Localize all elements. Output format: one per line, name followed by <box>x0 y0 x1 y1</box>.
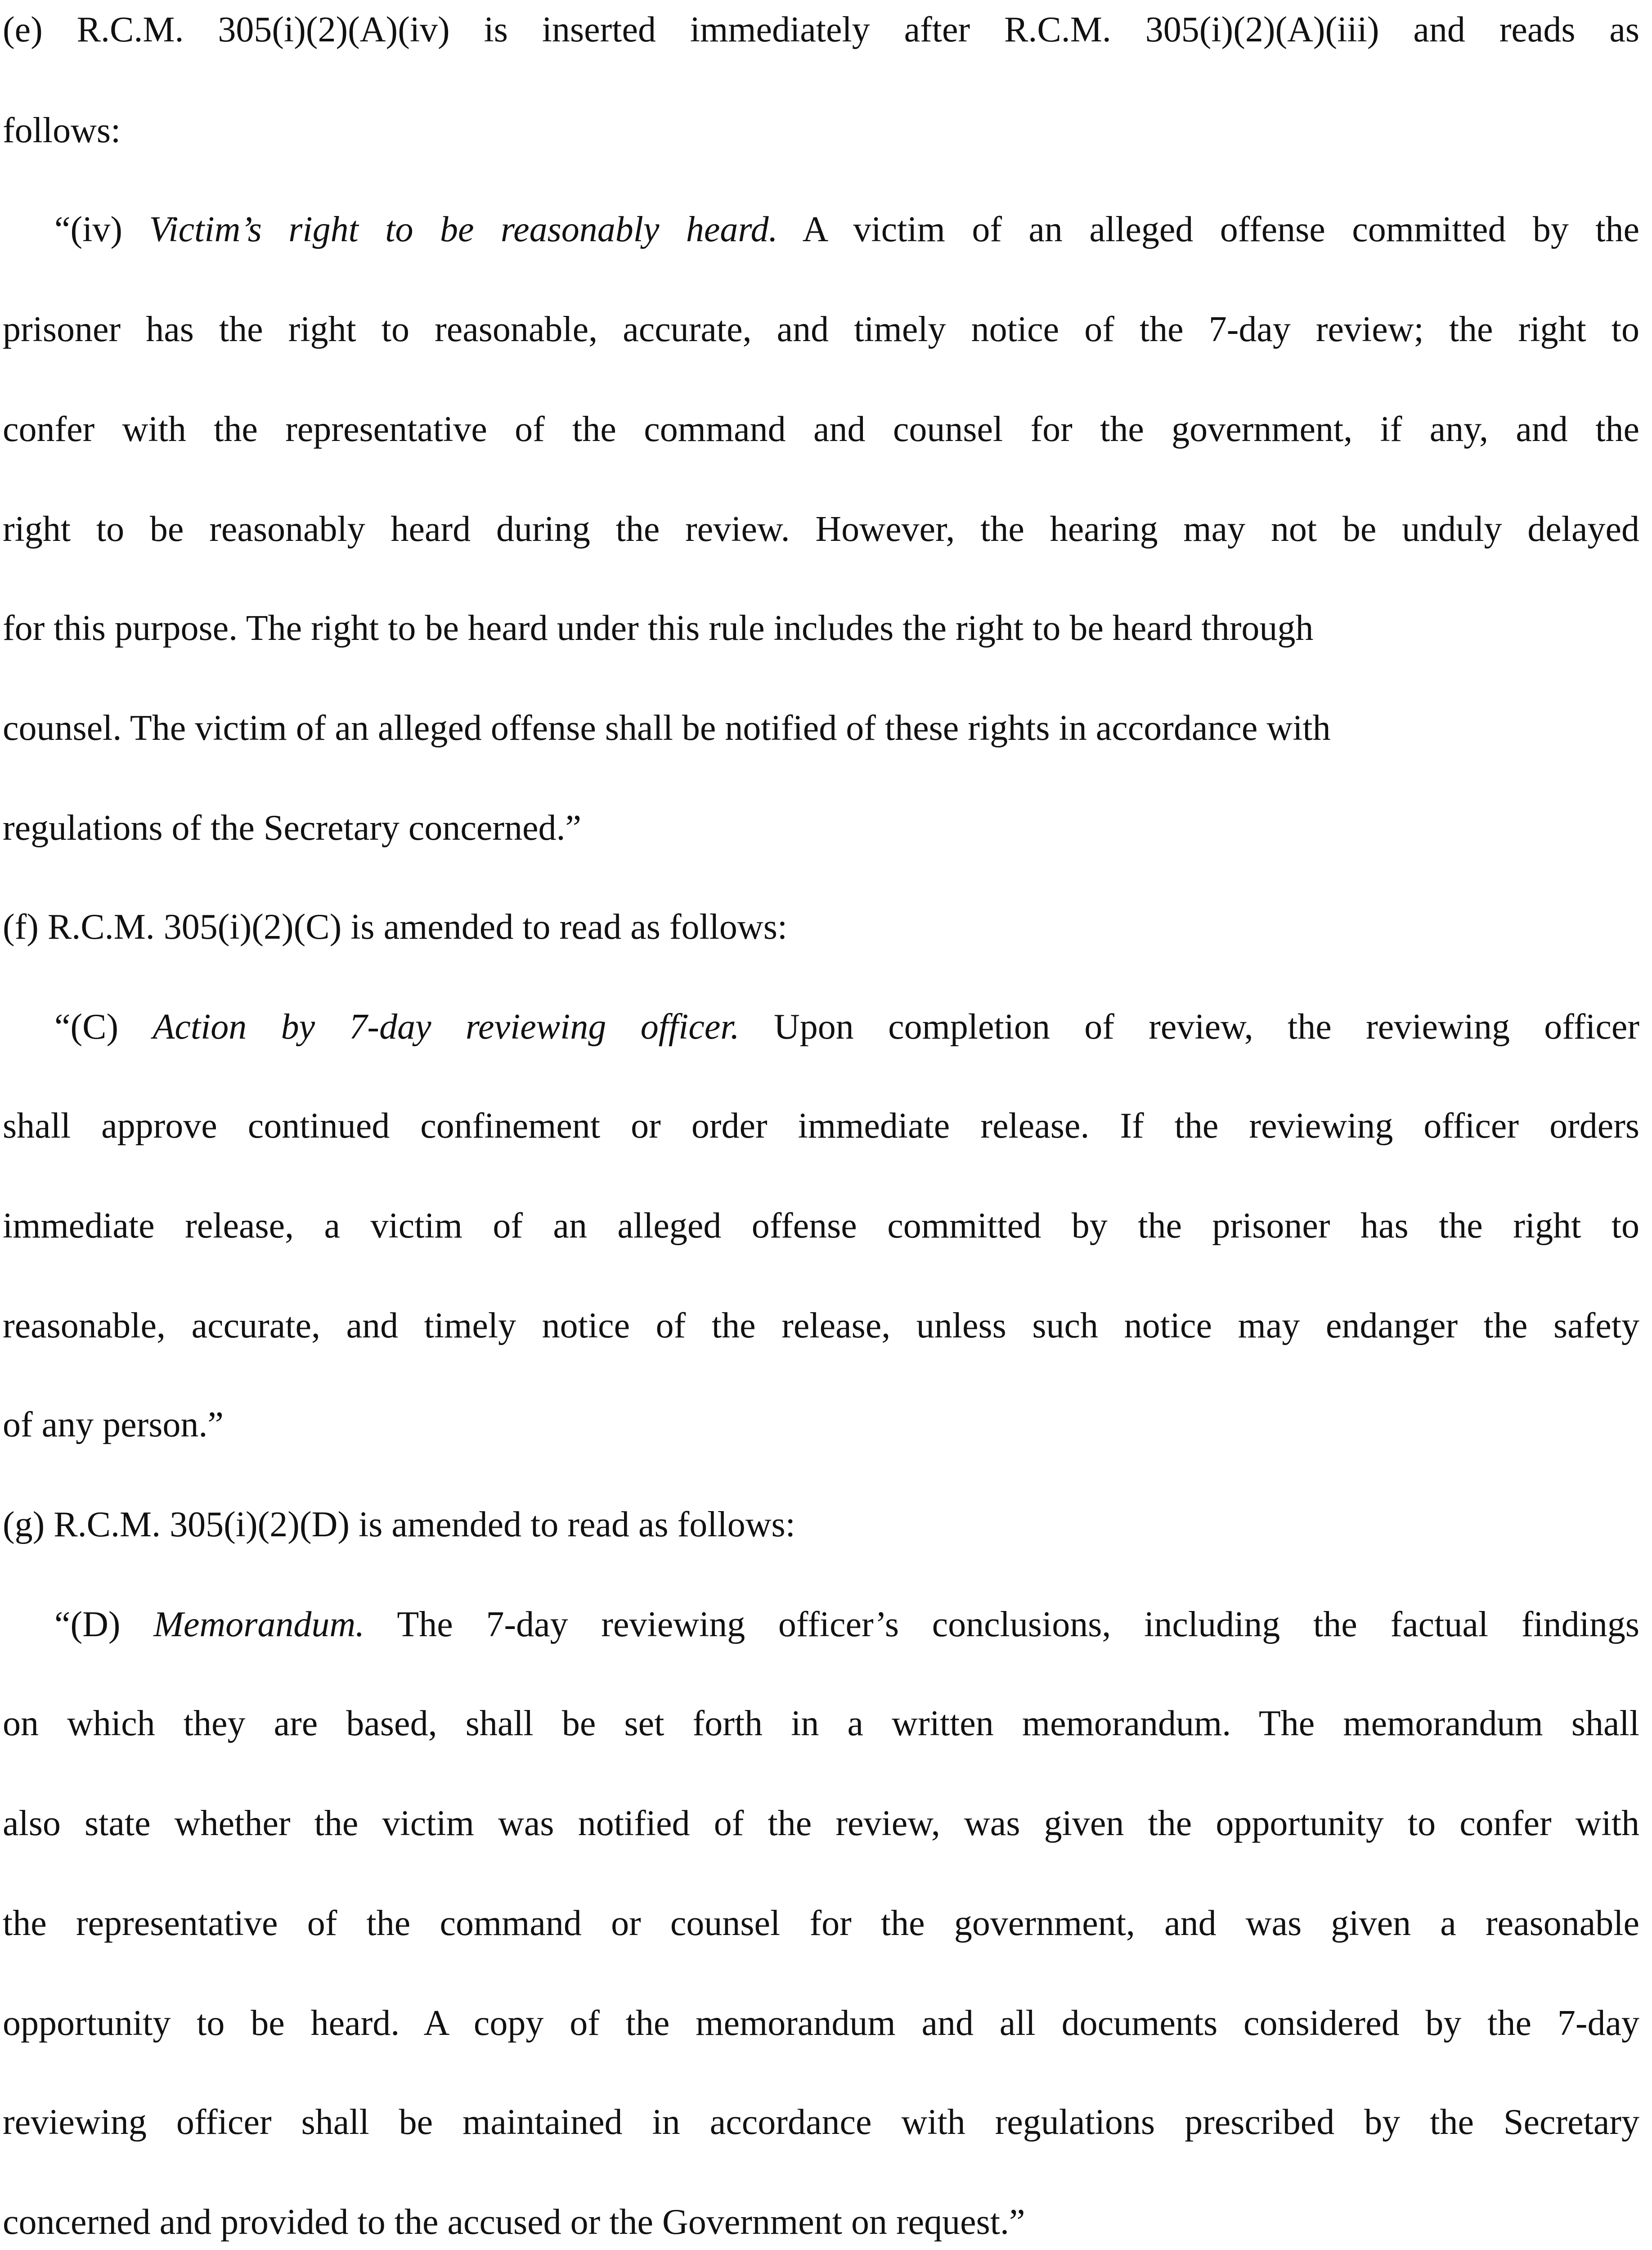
paragraph-e-quote-line-1: prisoner has the right to reasonable, accurate, and timely notice of the 7-day review; the right to <box>3 310 1639 349</box>
paragraph-g-quote-lead <box>54 1606 1639 1642</box>
paragraph-e-quote-line-6: regulations of the Secretary concerned.” <box>3 808 582 848</box>
paragraph-e-line-1: (e) R.C.M. 305(i)(2)(A)(iv) is inserted immediately after R.C.M. 305(i)(2)(A)(iii) and reads as <box>3 10 1639 50</box>
paragraph-f-quote-line-2: immediate release, a victim of an alleged offense committed by the prisoner has the right to <box>3 1206 1639 1246</box>
lead-plain: “(D) <box>54 1605 154 1644</box>
paragraph-e-quote-line-2: confer with the representative of the command and counsel for the government, if any, and the <box>3 410 1639 449</box>
paragraph-e-quote-line-4: for this purpose. The right to be heard under this rule includes the right to be heard through <box>3 608 1314 648</box>
paragraph-g-quote-line-5: reviewing officer shall be maintained in accordance with regulations prescribed by the Secretary <box>3 2102 1639 2142</box>
paragraph-f-line-1: (f) R.C.M. 305(i)(2)(C) is amended to read as follows: <box>3 907 788 947</box>
paragraph-g-quote-line-1: on which they are based, shall be set forth in a written memorandum. The memorandum shall <box>3 1704 1639 1743</box>
lead-plain: “(C) <box>54 1007 153 1047</box>
paragraph-g-line-1: (g) R.C.M. 305(i)(2)(D) is amended to read as follows: <box>3 1505 795 1544</box>
paragraph-e-quote-line-3: right to be reasonably heard during the review. However, the hearing may not be unduly delayed <box>3 509 1639 549</box>
document-page <box>3 0 1645 2250</box>
paragraph-g-quote-line-3: the representative of the command or counsel for the government, and was given a reasonable <box>3 1904 1639 1943</box>
paragraph-f-quote-line-3: reasonable, accurate, and timely notice of the release, unless such notice may endanger the safety <box>3 1306 1639 1346</box>
paragraph-f-quote-line-1: shall approve continued confinement or order immediate release. If the reviewing officer orders <box>3 1106 1639 1146</box>
lead-plain: “(iv) <box>54 210 149 249</box>
paragraph-g-quote-line-4: opportunity to be heard. A copy of the memorandum and all documents considered by the 7-day <box>3 2003 1639 2043</box>
paragraph-e-line-2: follows: <box>3 111 121 150</box>
lead-rest: Upon completion of review, the reviewing officer <box>739 1007 1639 1047</box>
paragraph-e-quote-lead <box>54 212 1639 248</box>
paragraph-g-quote-line-2: also state whether the victim was notified of the review, was given the opportunity to confer with <box>3 1804 1639 1843</box>
paragraph-f-quote-line-4: of any person.” <box>3 1405 224 1444</box>
paragraph-g-quote-line-6: concerned and provided to the accused or the Government on request.” <box>3 2202 1025 2242</box>
lead-rest: The 7-day reviewing officer’s conclusions, including the factual findings <box>364 1605 1640 1644</box>
lead-italic-heading: Memorandum. <box>153 1605 365 1644</box>
lead-italic-heading: Victim’s right to be reasonably heard. <box>149 210 778 249</box>
paragraph-f-quote-lead <box>54 1009 1639 1045</box>
lead-rest: A victim of an alleged offense committed by the <box>777 210 1640 249</box>
paragraph-e-quote-line-5: counsel. The victim of an alleged offense shall be notified of these rights in accordance with <box>3 708 1331 748</box>
lead-italic-heading: Action by 7-day reviewing officer. <box>153 1007 740 1047</box>
